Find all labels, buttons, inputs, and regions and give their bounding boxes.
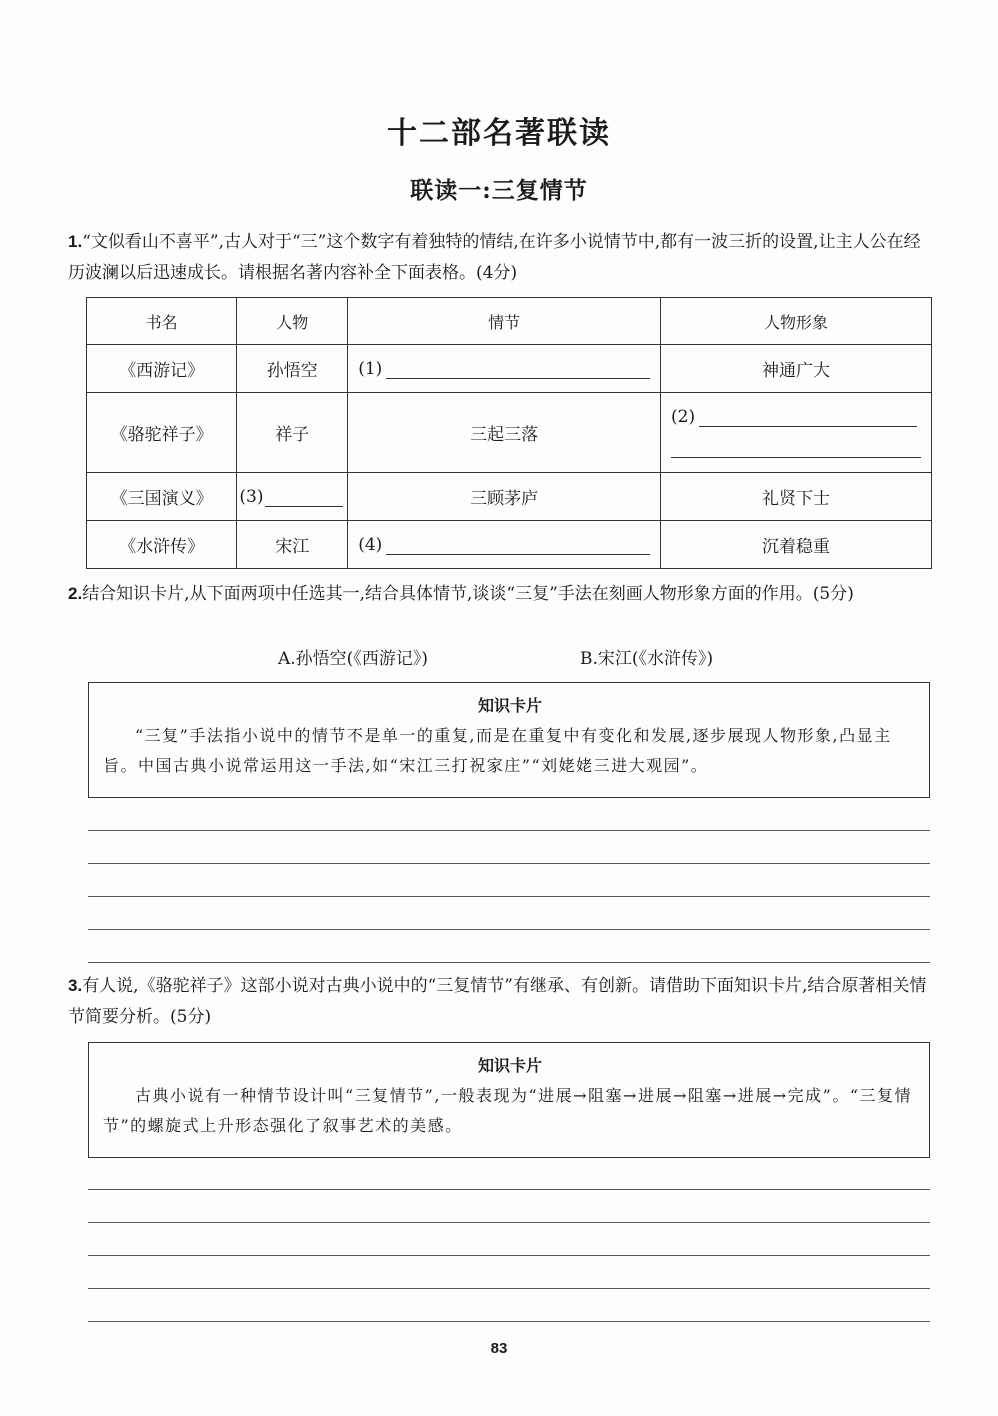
answer-line[interactable] (88, 830, 930, 831)
knowledge-card-2 (88, 1042, 930, 1158)
plot-table (86, 297, 932, 569)
blank-label: (2) (671, 407, 696, 427)
answer-line[interactable] (88, 1222, 930, 1223)
answer-line[interactable] (88, 1288, 930, 1289)
card-title: 知识卡片 (477, 1056, 542, 1075)
card-text: “三复”手法指小说中的情节不是单一的重复,而是在重复中有变化和发展,逐步展现人物形象,凸显主旨。中国古典小说常运用这一手法,如“宋江三打祝家庄”“刘姥姥三进大观园”。 (103, 726, 892, 775)
page-title: 十二部名著联读 (387, 116, 611, 151)
section-subtitle: 联读一:三复情节 (410, 177, 588, 204)
answer-line[interactable] (88, 896, 930, 897)
cell-plot: 三起三落 (348, 393, 661, 473)
answer-blank-1[interactable] (386, 360, 650, 379)
cell-person: 宋江 (237, 521, 348, 569)
answer-line[interactable] (88, 929, 930, 930)
page-number: 83 (490, 1340, 508, 1357)
answer-line[interactable] (88, 962, 930, 963)
question-3-number: 3. (68, 976, 83, 995)
question-3-text: 有人说,《骆驼祥子》这部小说对古典小说中的“三复情节”有继承、有创新。请借助下面知识卡片,结合原著相关情节简要分析。(5分) (68, 976, 927, 1027)
question-1-text: “文似看山不喜平”,古人对于“三”这个数字有着独特的情结,在许多小说情节中,都有一波三折的设置,让主人公在经历波澜以后迅速成长。请根据名著内容补全下面表格。(4分) (68, 232, 921, 283)
blank-label: (3) (239, 486, 264, 507)
header-person: 人物 (237, 298, 348, 345)
header-image: 人物形象 (661, 298, 932, 345)
cell-person-blank[interactable] (237, 473, 348, 521)
cell-image: 礼贤下士 (661, 473, 932, 521)
question-3 (68, 970, 934, 1033)
table-row (87, 345, 932, 393)
question-1-number: 1. (68, 232, 83, 251)
table-row (87, 521, 932, 569)
blank-label: (1) (358, 358, 383, 379)
answer-blank-3[interactable] (265, 488, 343, 507)
answer-blank-2a[interactable] (699, 408, 917, 427)
answer-line[interactable] (88, 863, 930, 864)
question-2-text: 结合知识卡片,从下面两项中任选其一,结合具体情节,谈谈“三复”手法在刻画人物形象方面的作用。(5分) (82, 584, 854, 604)
answer-line[interactable] (88, 1321, 930, 1322)
question-1 (68, 226, 934, 289)
option-b: B.宋江(《水浒传》) (580, 649, 714, 669)
cell-book: 《骆驼祥子》 (87, 393, 237, 473)
cell-image: 神通广大 (661, 345, 932, 393)
cell-person: 孙悟空 (237, 345, 348, 393)
question-2 (68, 578, 934, 610)
option-a: A.孙悟空(《西游记》) (278, 649, 428, 669)
card-title: 知识卡片 (477, 696, 542, 715)
header-plot: 情节 (348, 298, 661, 345)
cell-image-blank[interactable] (661, 393, 932, 473)
question-2-number: 2. (68, 584, 83, 603)
cell-person: 祥子 (237, 393, 348, 473)
table-row (87, 473, 932, 521)
cell-book: 《西游记》 (87, 345, 237, 393)
cell-plot-blank[interactable] (348, 521, 661, 569)
cell-book: 《三国演义》 (87, 473, 237, 521)
knowledge-card-1 (88, 682, 930, 798)
cell-image: 沉着稳重 (661, 521, 932, 569)
answer-line[interactable] (88, 1189, 930, 1190)
blank-label: (4) (358, 534, 383, 555)
header-book: 书名 (87, 298, 237, 345)
answer-blank-2b[interactable] (671, 439, 921, 458)
cell-book: 《水浒传》 (87, 521, 237, 569)
table-header-row (87, 298, 932, 345)
answer-line[interactable] (88, 1255, 930, 1256)
cell-plot: 三顾茅庐 (348, 473, 661, 521)
table-row (87, 393, 932, 473)
card-text: 古典小说有一种情节设计叫“三复情节”,一般表现为“进展→阻塞→进展→阻塞→进展→完成”。“三复情节”的螺旋式上升形态强化了叙事艺术的美感。 (103, 1086, 913, 1135)
cell-plot-blank[interactable] (348, 345, 661, 393)
answer-blank-4[interactable] (386, 536, 650, 555)
